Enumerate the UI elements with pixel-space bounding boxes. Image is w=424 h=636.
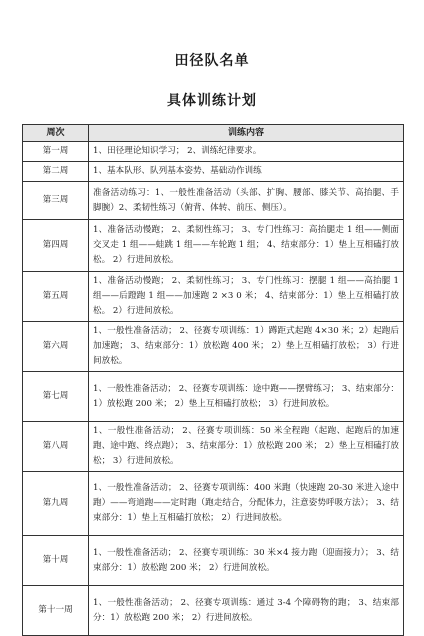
week-cell: 第一周 bbox=[23, 142, 89, 162]
week-cell: 第十周 bbox=[23, 536, 89, 586]
content-cell: 1、基本队形、队列基本姿势、基础动作训练 bbox=[89, 162, 404, 182]
table-header-row bbox=[23, 125, 404, 142]
content-cell: 1、一般性准备活动； 2、径赛专项训练：400 米跑（快速跑 20-30 米进入途中跑）——弯道跑——定时跑（跑走结合，分配体力，注意姿势呼吸方法）； 3、结束部分：1）垫上互相磕打放松； 2）行进间放松。 bbox=[89, 472, 404, 536]
document-title: 田径队名单 bbox=[174, 53, 250, 69]
content-cell: 1、准备活动慢跑； 2、柔韧性练习； 3、专门性练习：摆腿 1 组——高抬腿 1 组——后蹬跑 1 组——加速跑 2 ×3 0 米； 4、结束部分：1）垫上互相磕打放松。 2）行进间放松。 bbox=[89, 272, 404, 322]
table-row bbox=[23, 220, 404, 272]
table-row bbox=[23, 472, 404, 536]
content-cell: 1、准备活动慢跑； 2、柔韧性练习； 3、专门性练习：高抬腿走 1 组——侧面交叉走 1 组——蛙跳 1 组——车轮跑 1 组； 4、结束部分：1）垫上互相磕打放松。 2）行进间放松。 bbox=[89, 220, 404, 272]
content-cell: 1、一般性准备活动； 2、径赛专项训练：30 米×4 接力跑（迎面接力）； 3、结束部分：1）放松跑 200 米； 2）行进间放松。 bbox=[89, 536, 404, 586]
table-row bbox=[23, 142, 404, 162]
content-cell: 1、一般性准备活动； 2、径赛专项训练：1）蹲距式起跑 4×30 米；2）起跑后加速跑； 3、结束部分：1）放松跑 400 米； 2）垫上互相磕打放松； 3）行进间放松。 bbox=[89, 322, 404, 372]
week-cell: 第九周 bbox=[23, 472, 89, 536]
header-week: 周次 bbox=[23, 125, 89, 142]
table-row bbox=[23, 536, 404, 586]
table-row bbox=[23, 182, 404, 220]
content-cell: 1、一般性准备活动； 2、径赛专项训练：50 米全程跑（起跑、起跑后的加速跑、途中跑、终点跑）； 3、结束部分：1）放松跑 200 米； 2）垫上互相磕打放松； 3）行进间放松。 bbox=[89, 422, 404, 472]
table-row bbox=[23, 422, 404, 472]
week-cell: 第八周 bbox=[23, 422, 89, 472]
content-cell: 1、一般性准备活动； 2、径赛专项训练：通过 3-4 个障碍物的跑； 3、结束部分：1）放松跑 200 米； 2）行进间放松。 bbox=[89, 586, 404, 636]
table-row bbox=[23, 322, 404, 372]
table-row bbox=[23, 162, 404, 182]
table-row bbox=[23, 372, 404, 422]
table-row bbox=[23, 272, 404, 322]
week-cell: 第十一周 bbox=[23, 586, 89, 636]
header-content: 训练内容 bbox=[89, 125, 404, 142]
week-cell: 第四周 bbox=[23, 220, 89, 272]
week-cell: 第六周 bbox=[23, 322, 89, 372]
table-row bbox=[23, 586, 404, 636]
content-cell: 1、一般性准备活动； 2、径赛专项训练：途中跑——摆臂练习； 3、结束部分： 1）放松跑 200 米； 2）垫上互相磕打放松； 3）行进间放松。 bbox=[89, 372, 404, 422]
content-cell: 准备活动练习：1、一般性准备活动（头部、扩胸、腰部、膝关节、高抬腿、手脚腕）2、柔韧性练习（俯背、体转、前压、侧压）。 bbox=[89, 182, 404, 220]
document-subtitle: 具体训练计划 bbox=[167, 93, 257, 109]
training-plan-table bbox=[22, 124, 404, 636]
week-cell: 第二周 bbox=[23, 162, 89, 182]
week-cell: 第三周 bbox=[23, 182, 89, 220]
week-cell: 第五周 bbox=[23, 272, 89, 322]
week-cell: 第七周 bbox=[23, 372, 89, 422]
content-cell: 1、田径理论知识学习； 2、训练纪律要求。 bbox=[89, 142, 404, 162]
